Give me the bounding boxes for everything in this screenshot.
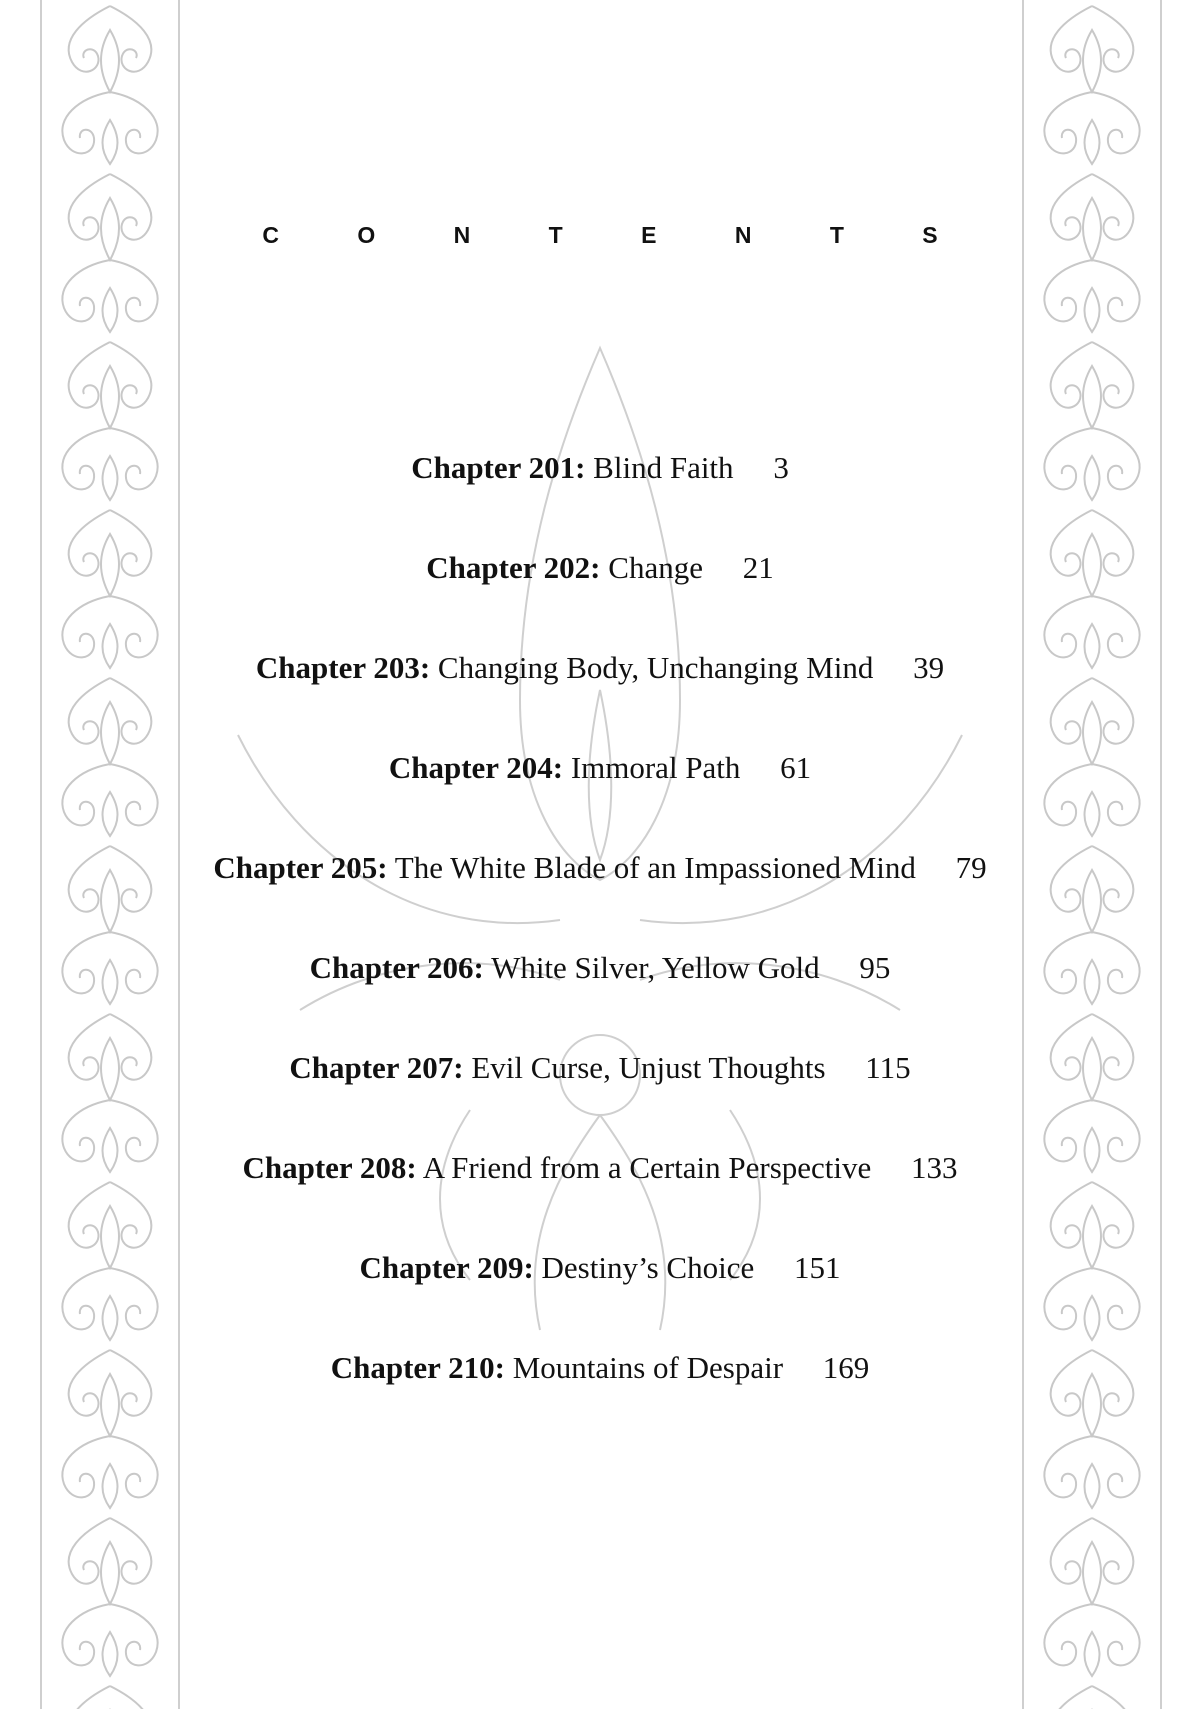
- chapter-page: 115: [865, 1050, 911, 1085]
- chapter-number: Chapter 204:: [388, 750, 564, 785]
- chapter-title: Destiny’s Choice: [541, 1250, 755, 1285]
- chapter-number: Chapter 209:: [359, 1250, 534, 1285]
- toc-entry-204[interactable]: [0, 748, 1200, 848]
- chapter-page: 3: [773, 450, 789, 485]
- toc-entry-203[interactable]: [0, 648, 1200, 748]
- chapter-number: Chapter 206:: [309, 950, 484, 985]
- chapter-title: Changing Body, Unchanging Mind: [437, 650, 874, 685]
- toc-entry-201[interactable]: [0, 448, 1200, 548]
- chapter-title: Change: [608, 550, 703, 585]
- page-title: C O N T E N T S: [262, 222, 974, 248]
- chapter-page: 61: [780, 750, 812, 785]
- toc-entry-210[interactable]: [0, 1348, 1200, 1448]
- chapter-number: Chapter 208:: [242, 1150, 417, 1185]
- chapter-title: Blind Faith: [593, 450, 734, 485]
- toc-entry-209[interactable]: [0, 1248, 1200, 1348]
- chapter-title: Immoral Path: [570, 750, 741, 785]
- toc-entry-207[interactable]: [0, 1048, 1200, 1148]
- chapter-page: 39: [913, 650, 945, 685]
- chapter-number: Chapter 210:: [330, 1350, 505, 1385]
- chapter-title: Mountains of Despair: [512, 1350, 784, 1385]
- chapter-number: Chapter 203:: [255, 650, 431, 685]
- chapter-page: 151: [793, 1250, 841, 1285]
- table-of-contents: [0, 448, 1200, 1448]
- chapter-page: 79: [955, 850, 987, 885]
- chapter-title: A Friend from a Certain Perspective: [422, 1150, 872, 1185]
- chapter-page: 95: [859, 950, 891, 985]
- toc-entry-205[interactable]: [0, 848, 1200, 948]
- chapter-number: Chapter 205:: [213, 850, 388, 885]
- toc-entry-208[interactable]: [0, 1148, 1200, 1248]
- chapter-title: Evil Curse, Unjust Thoughts: [471, 1050, 826, 1085]
- chapter-page: 21: [742, 550, 774, 585]
- chapter-title: White Silver, Yellow Gold: [491, 950, 820, 985]
- toc-entry-206[interactable]: [0, 948, 1200, 1048]
- toc-entry-202[interactable]: [0, 548, 1200, 648]
- chapter-number: Chapter 202:: [426, 550, 601, 585]
- chapter-page: 169: [822, 1350, 870, 1385]
- chapter-number: Chapter 201:: [411, 450, 586, 485]
- chapter-number: Chapter 207:: [289, 1050, 464, 1085]
- chapter-title: The White Blade of an Impassioned Mind: [394, 850, 916, 885]
- chapter-page: 133: [911, 1150, 958, 1185]
